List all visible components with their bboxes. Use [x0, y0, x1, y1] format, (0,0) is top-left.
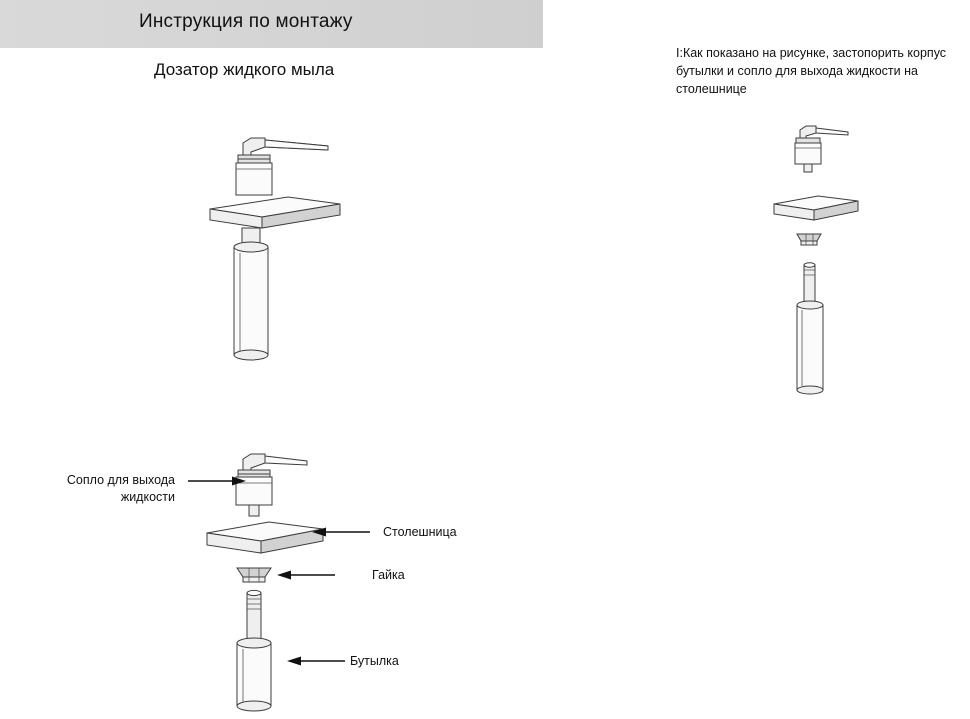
figure-exploded-small: [768, 122, 898, 402]
arrow-bottle: [285, 654, 345, 668]
callout-nut: Гайка: [372, 568, 405, 582]
installation-note: I:Как показано на рисунке, застопорить корпус бутылки и сопло для выхода жидкости на столешнице: [676, 46, 947, 96]
figure-assembled-dispenser: [180, 125, 370, 390]
callout-bottle: Бутылка: [350, 654, 399, 668]
page-title: Инструкция по монтажу: [139, 11, 353, 32]
callout-nozzle: Сопло для выхода жидкости: [66, 473, 175, 504]
arrow-nozzle: [188, 474, 248, 488]
arrow-nut: [275, 568, 335, 582]
arrow-countertop: [310, 525, 370, 539]
page-subtitle: Дозатор жидкого мыла: [154, 60, 335, 79]
callout-countertop: Столешница: [383, 525, 457, 539]
